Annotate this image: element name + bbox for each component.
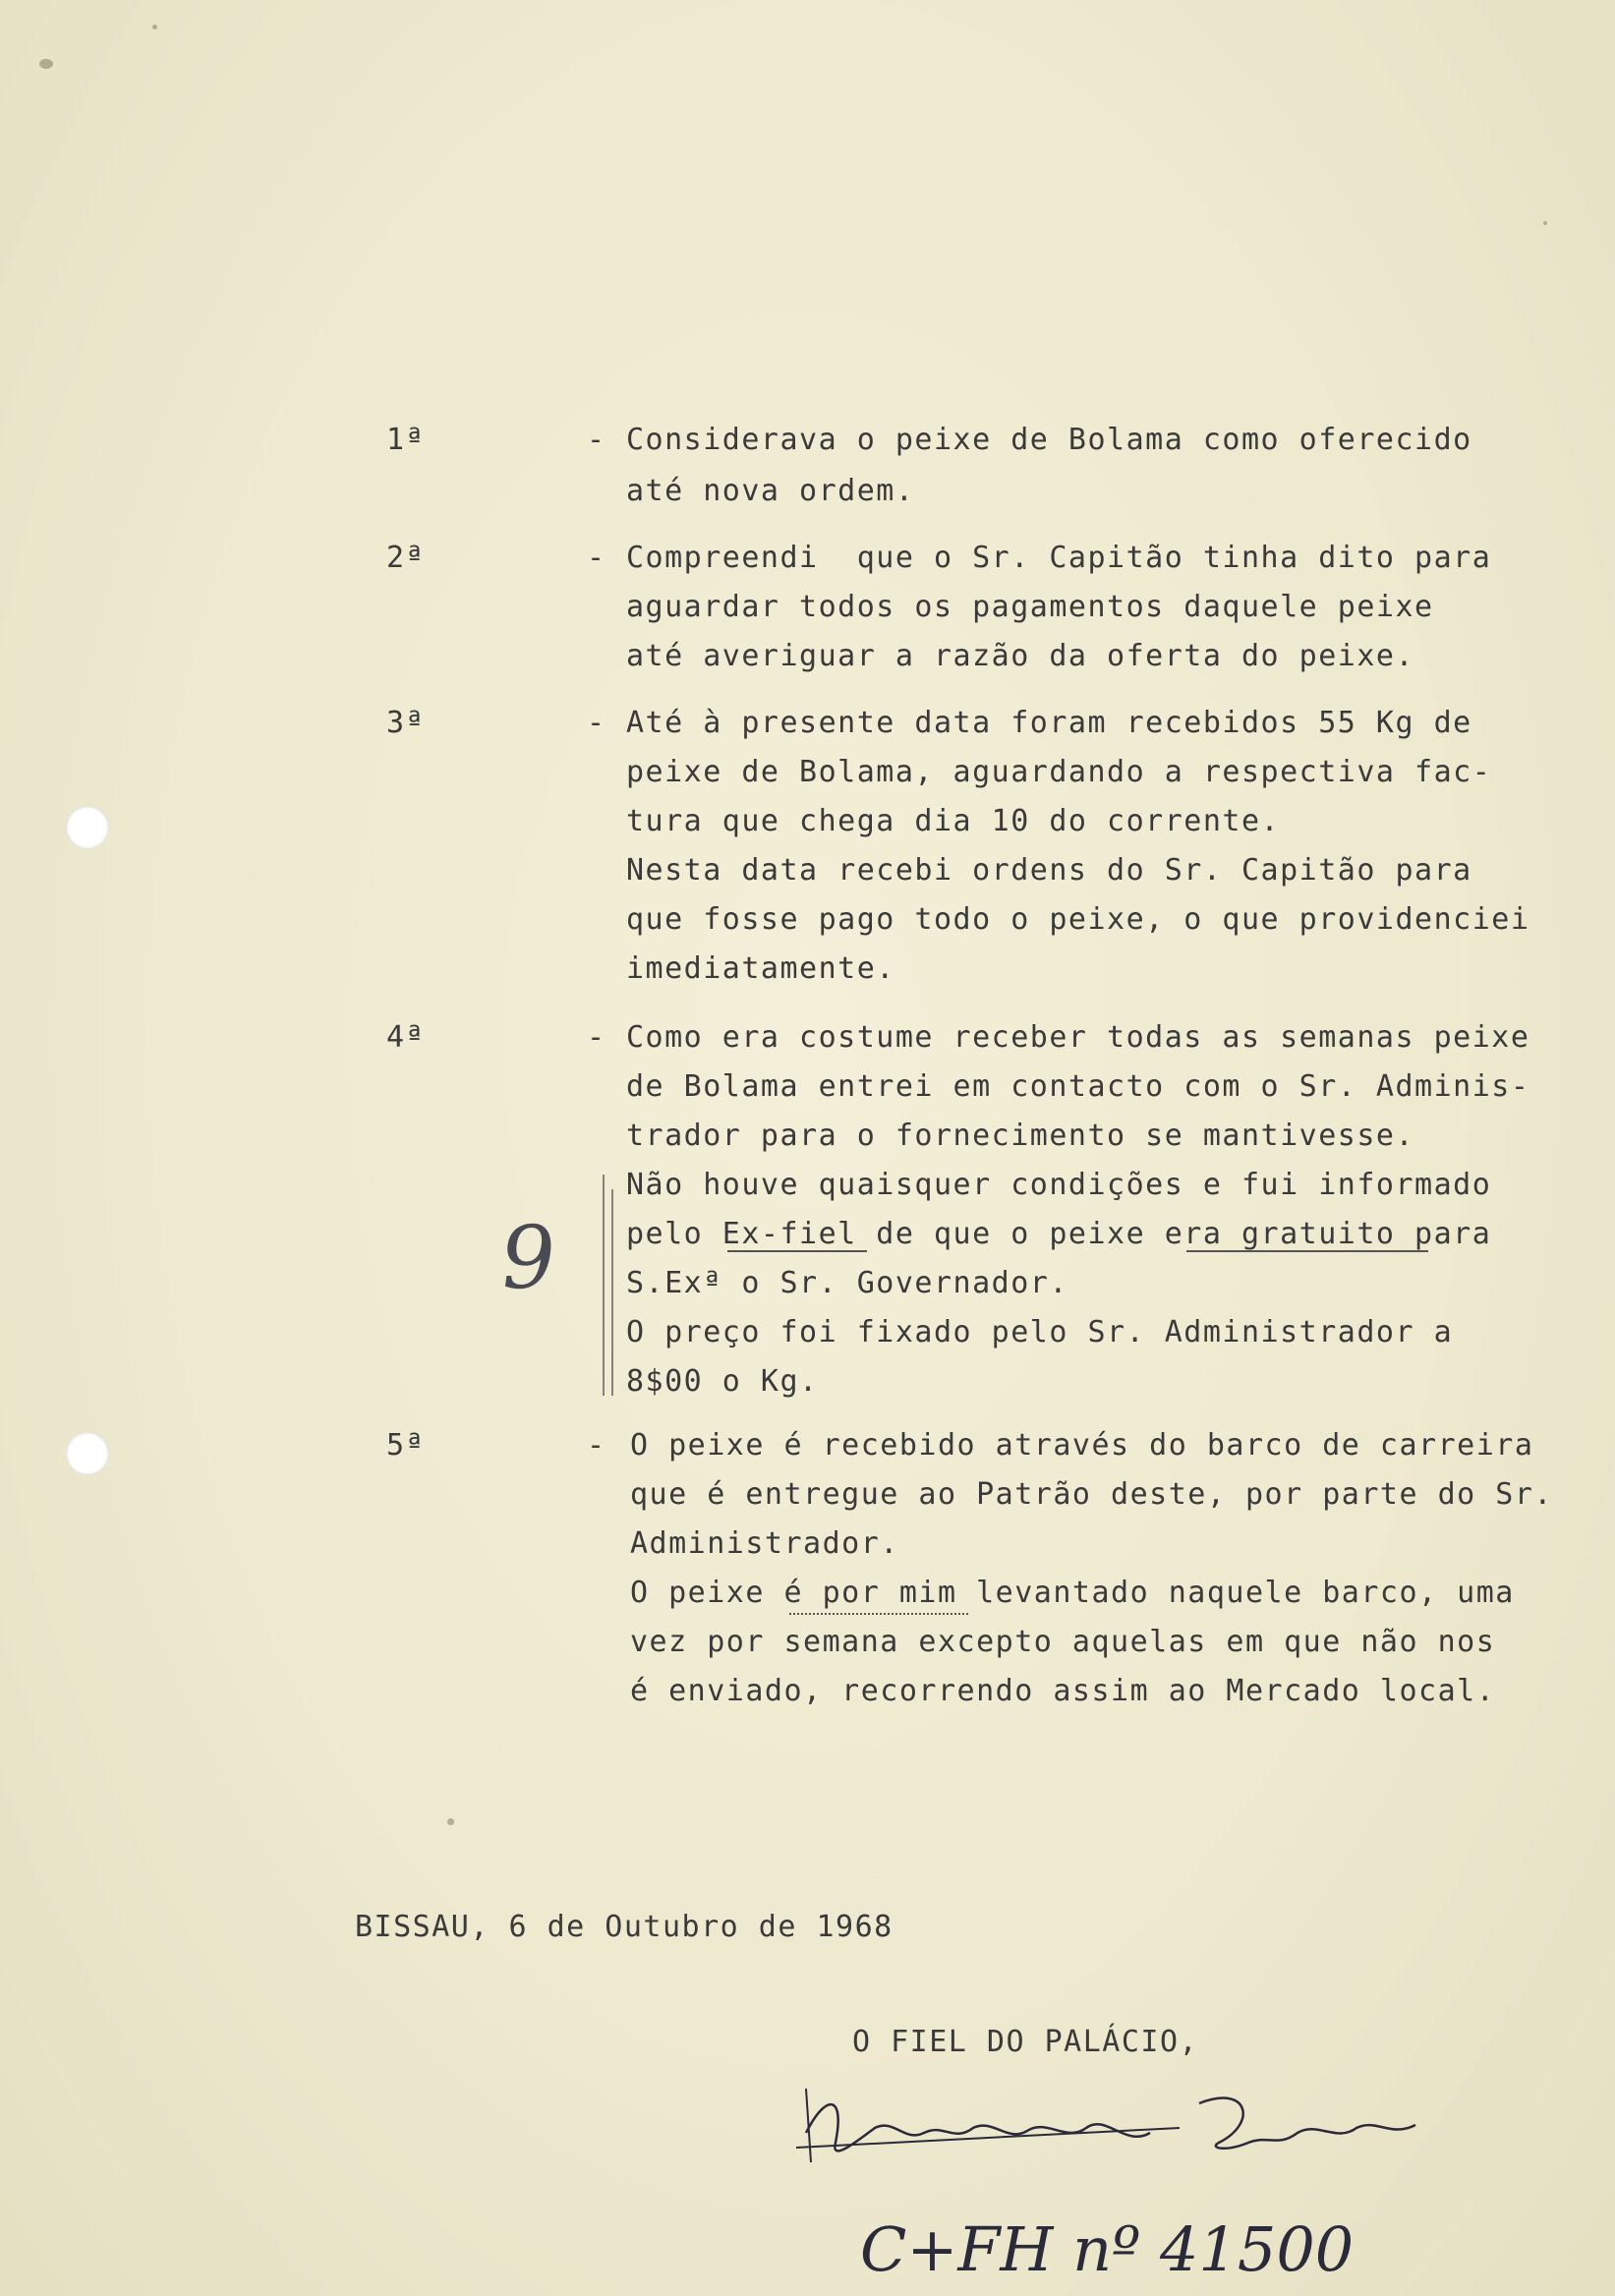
punch-hole — [66, 806, 109, 849]
item-line: O preço foi fixado pelo Sr. Administrador a — [626, 1315, 1454, 1349]
item-line: vez por semana excepto aquelas em que não nos — [630, 1625, 1496, 1659]
item-number: 4ª — [386, 1020, 426, 1055]
stain — [447, 1818, 454, 1825]
item-line: trador para o fornecimento se mantivesse. — [626, 1119, 1415, 1153]
handwritten-underline — [1186, 1250, 1428, 1252]
item-line: O peixe é por mim levantado naquele barco, uma — [630, 1576, 1515, 1610]
item-line: Compreendi que o Sr. Capitão tinha dito para — [626, 541, 1492, 575]
item-line: aguardar todos os pagamentos daquele peixe — [626, 590, 1434, 624]
handwritten-annotation: 9 — [492, 1207, 563, 1308]
signature-id: C+FH nº 41500 — [860, 2213, 1355, 2285]
item-line: de Bolama entrei em contacto com o Sr. Adminis- — [626, 1069, 1530, 1104]
handwritten-signature — [786, 2074, 1494, 2296]
item-dash: - — [587, 541, 606, 575]
item-number: 1ª — [386, 423, 426, 457]
item-line: Administrador. — [630, 1526, 899, 1561]
item-line: é enviado, recorrendo assim ao Mercado local. — [630, 1674, 1496, 1708]
item-line: até nova ordem. — [626, 474, 915, 508]
item-dash: - — [587, 423, 606, 457]
item-number: 3ª — [386, 706, 426, 740]
margin-mark — [611, 1189, 613, 1396]
handwritten-underline — [789, 1613, 968, 1615]
stain — [152, 25, 157, 29]
margin-mark — [603, 1175, 605, 1396]
item-line: que fosse pago todo o peixe, o que providenciei — [626, 902, 1530, 937]
item-line: tura que chega dia 10 do corrente. — [626, 804, 1281, 838]
item-line: S.Exª o Sr. Governador. — [626, 1266, 1068, 1300]
handwritten-underline — [727, 1250, 867, 1252]
item-number: 2ª — [386, 541, 426, 575]
item-line: que é entregue ao Patrão deste, por parte do Sr. — [630, 1477, 1553, 1512]
item-line: Como era costume receber todas as semanas peixe — [626, 1020, 1530, 1055]
place-date: BISSAU, 6 de Outubro de 1968 — [355, 1910, 894, 1944]
item-line: O peixe é recebido através do barco de carreira — [630, 1428, 1534, 1463]
item-line: Nesta data recebi ordens do Sr. Capitão para — [626, 853, 1472, 888]
item-line: Até à presente data foram recebidos 55 Kg de — [626, 706, 1472, 740]
item-dash: - — [587, 706, 606, 740]
item-line: imediatamente. — [626, 951, 895, 986]
item-line: peixe de Bolama, aguardando a respectiva fac- — [626, 755, 1492, 789]
item-line: Considerava o peixe de Bolama como oferecido — [626, 423, 1472, 457]
signatory-title: O FIEL DO PALÁCIO, — [852, 2025, 1199, 2059]
item-line: até averiguar a razão da oferta do peixe. — [626, 639, 1415, 673]
punch-hole — [66, 1432, 109, 1475]
item-line: pelo Ex-fiel de que o peixe era gratuito para — [626, 1217, 1492, 1251]
item-line: Não houve quaisquer condições e fui informado — [626, 1168, 1492, 1202]
stain — [1543, 221, 1547, 225]
item-dash: - — [587, 1428, 606, 1463]
item-dash: - — [587, 1020, 606, 1055]
stain — [39, 59, 53, 69]
item-number: 5ª — [386, 1428, 426, 1463]
item-line: 8$00 o Kg. — [626, 1364, 819, 1399]
